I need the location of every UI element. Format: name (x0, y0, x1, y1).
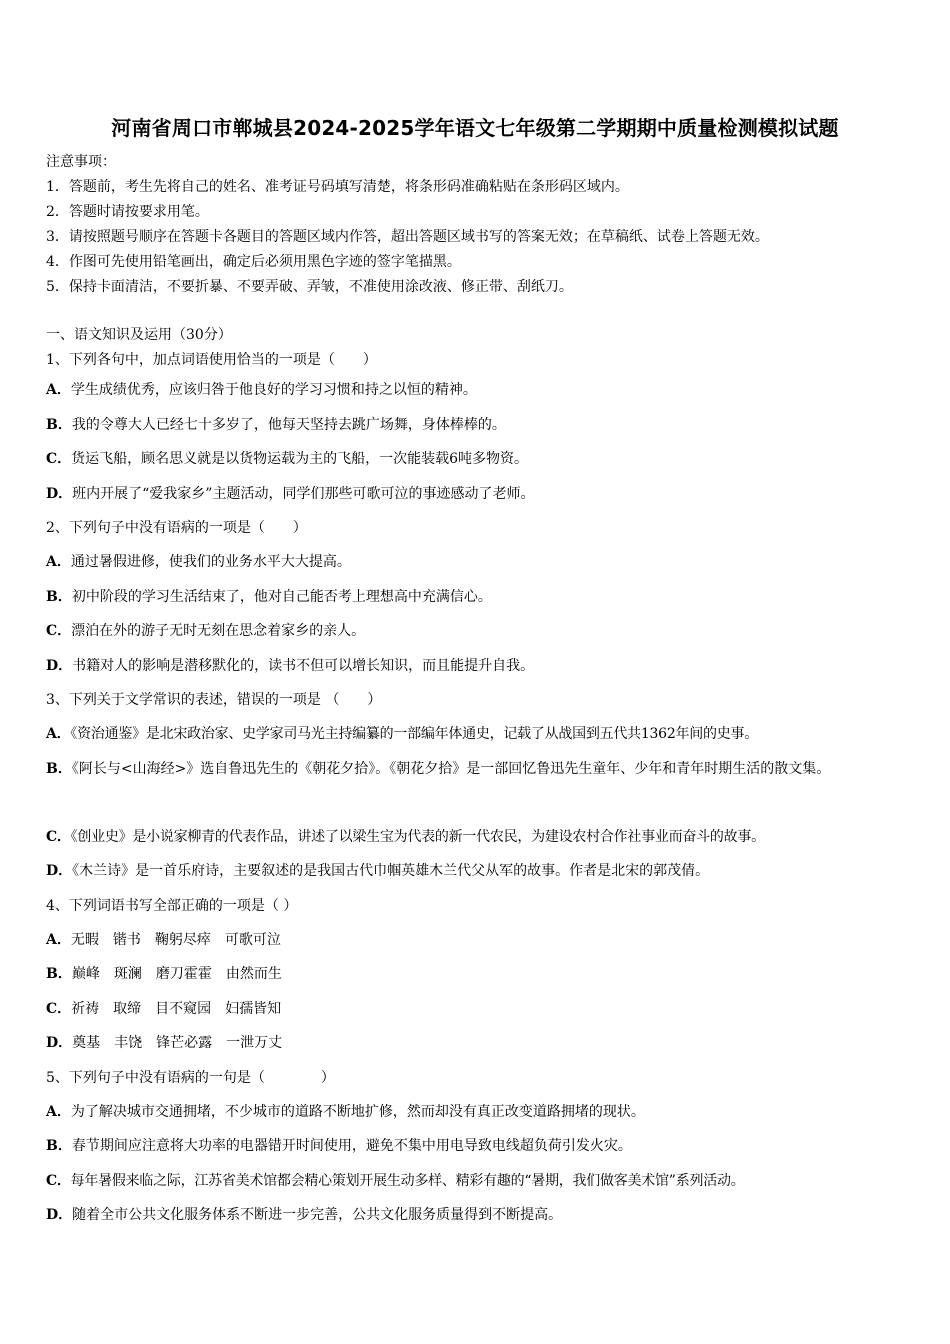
option-key: A． (46, 726, 71, 742)
option-text: 随着全市公共文化服务体系不断进一步完善，公共文化服务质量得到不断提高。 (72, 1207, 563, 1223)
option-key: A． (46, 1103, 71, 1120)
option-key: D． (46, 863, 73, 879)
option-text: 每年暑假来临之际，江苏省美术馆都会精心策划开展生动多样、精彩有趣的“暑期，我们做客美术馆”系列活动。 (70, 1172, 745, 1189)
option-text: 通过暑假进修，使我们的业务水平大大提高。 (70, 554, 351, 570)
option-key: C． (46, 1000, 72, 1017)
option-text: 《资治通鉴》是北宋政治家、史学家司马光主持编纂的一部编年体通史，记载了从战国到五代共1362年间的史事。 (70, 726, 759, 742)
option-a (46, 923, 921, 958)
option-key: A． (46, 554, 71, 570)
option-text: 学生成绩优秀，应该归咎于他良好的学习习惯和持之以恒的精神。 (70, 382, 477, 398)
option-key: A． (46, 382, 71, 398)
option-text: 《创业史》是小说家柳青的代表作品，讲述了以梁生宝为代表的新一代农民，为建设农村合作社事业而奋斗的故事。 (70, 828, 765, 845)
option-d (46, 1026, 921, 1061)
option-key: C． (46, 451, 72, 467)
option-text: 书籍对人的影响是潜移默化的，读书不但可以增长知识，而且能提升自我。 (72, 657, 535, 674)
option-text: 《木兰诗》是一首乐府诗，主要叙述的是我国古代巾帼英雄木兰代父从军的故事。作者是北宋的郭茂倩。 (72, 863, 710, 879)
notes-item: 3．请按照题号顺序在答题卡各题目的答题区域内作答，超出答题区域书写的答案无效；在草稿纸、试卷上答题无效。 (46, 229, 769, 245)
option-c (46, 992, 921, 1027)
exam-title: 河南省周口市郸城县2024-2025学年语文七年级第二学期期中质量检测模拟试题 (111, 116, 839, 140)
option-a (46, 1095, 921, 1130)
option-text: 班内开展了“爱我家乡”主题活动，同学们那些可歌可泣的事迹感动了老师。 (72, 485, 535, 502)
option-d (46, 649, 921, 684)
option-c (46, 442, 921, 477)
option-b (46, 408, 921, 443)
notes-section (46, 150, 916, 300)
option-text: 我的令尊大人已经七十多岁了，他每天坚持去跳广场舞，身体棒棒的。 (71, 416, 506, 433)
option-text: 初中阶段的学习生活结束了，他对自己能否考上理想高中充满信心。 (71, 588, 492, 605)
section-heading: 一、语文知识及运用（30分） (46, 327, 232, 343)
option-key: D． (46, 657, 73, 674)
question-stem: 4、下列词语书写全部正确的一项是（ ） (46, 897, 298, 914)
option-text: 春节期间应注意将大功率的电器错开时间使用，避免不集中用电导致电线超负荷引发火灾。 (71, 1138, 632, 1154)
option-text: 巅峰 斑澜 磨刀霍霍 由然而生 (71, 966, 282, 982)
question-stem: 2、下列句子中没有语病的一项是（ ） (46, 520, 307, 536)
notes-item: 4．作图可先使用铅笔画出，确定后必须用黑色字迹的签字笔描黑。 (46, 254, 461, 270)
question-stem: 3、下列关于文学常识的表述，错误的一项是 （ ） (46, 692, 382, 708)
option-key: B． (46, 966, 72, 982)
option-b (46, 957, 921, 992)
option-d (46, 477, 921, 512)
option-text: 漂泊在外的游子无时无刻在思念着家乡的亲人。 (71, 623, 366, 639)
option-b (46, 580, 921, 615)
option-text: 祈祷 取缔 目不窥园 妇孺皆知 (71, 1000, 282, 1017)
option-a (46, 373, 921, 408)
notes-item: 2．答题时请按要求用笔。 (46, 204, 209, 220)
option-key: C． (46, 623, 72, 639)
option-text: 货运飞船，顾名思义就是以货物运载为主的飞船，一次能装载6吨多物资。 (71, 451, 529, 467)
option-key: D． (46, 1207, 73, 1223)
notes-heading: 注意事项： (46, 154, 116, 170)
option-key: A． (46, 931, 71, 948)
option-c (46, 1164, 921, 1199)
option-d (46, 1198, 921, 1233)
option-c (46, 614, 921, 649)
option-text: 为了解决城市交通拥堵，不少城市的道路不断地扩修，然而却没有真正改变道路拥堵的现状。 (70, 1103, 645, 1120)
question-stem: 1、下列各句中，加点词语使用恰当的一项是（ ） (46, 352, 377, 368)
option-d (46, 854, 921, 889)
option-key: B． (46, 1138, 72, 1154)
option-key: B． (46, 760, 72, 777)
option-b (46, 1129, 921, 1164)
notes-item: 1．答题前，考生先将自己的姓名、准考证号码填写清楚，将条形码准确粘贴在条形码区域内。 (46, 179, 629, 195)
notes-item: 5．保持卡面清洁，不要折暴、不要弄破、弄皱，不准使用涂改液、修正带、刮纸刀。 (46, 279, 573, 295)
option-b (46, 752, 921, 820)
option-key: D． (46, 485, 73, 502)
option-a (46, 545, 921, 580)
option-key: B． (46, 416, 72, 433)
option-key: C． (46, 1172, 71, 1189)
option-key: D． (46, 1035, 73, 1051)
option-text: 《阿长与<山海经>》选自鲁迅先生的《朝花夕拾》。《朝花夕拾》是一部回忆鲁迅先生童年、少年和青年时期生活的散文集。 (71, 760, 831, 777)
option-a (46, 717, 921, 752)
option-text: 奠基 丰饶 锋芒必露 一泄万丈 (72, 1035, 283, 1051)
option-key: B． (46, 588, 72, 605)
question-stem: 5、下列句子中没有语病的一句是（ ） (46, 1069, 335, 1086)
option-key: C． (46, 828, 71, 845)
option-text: 无暇 锴书 鞠躬尽瘁 可歌可泣 (70, 931, 281, 948)
option-c (46, 820, 921, 855)
question-body (46, 323, 921, 1233)
